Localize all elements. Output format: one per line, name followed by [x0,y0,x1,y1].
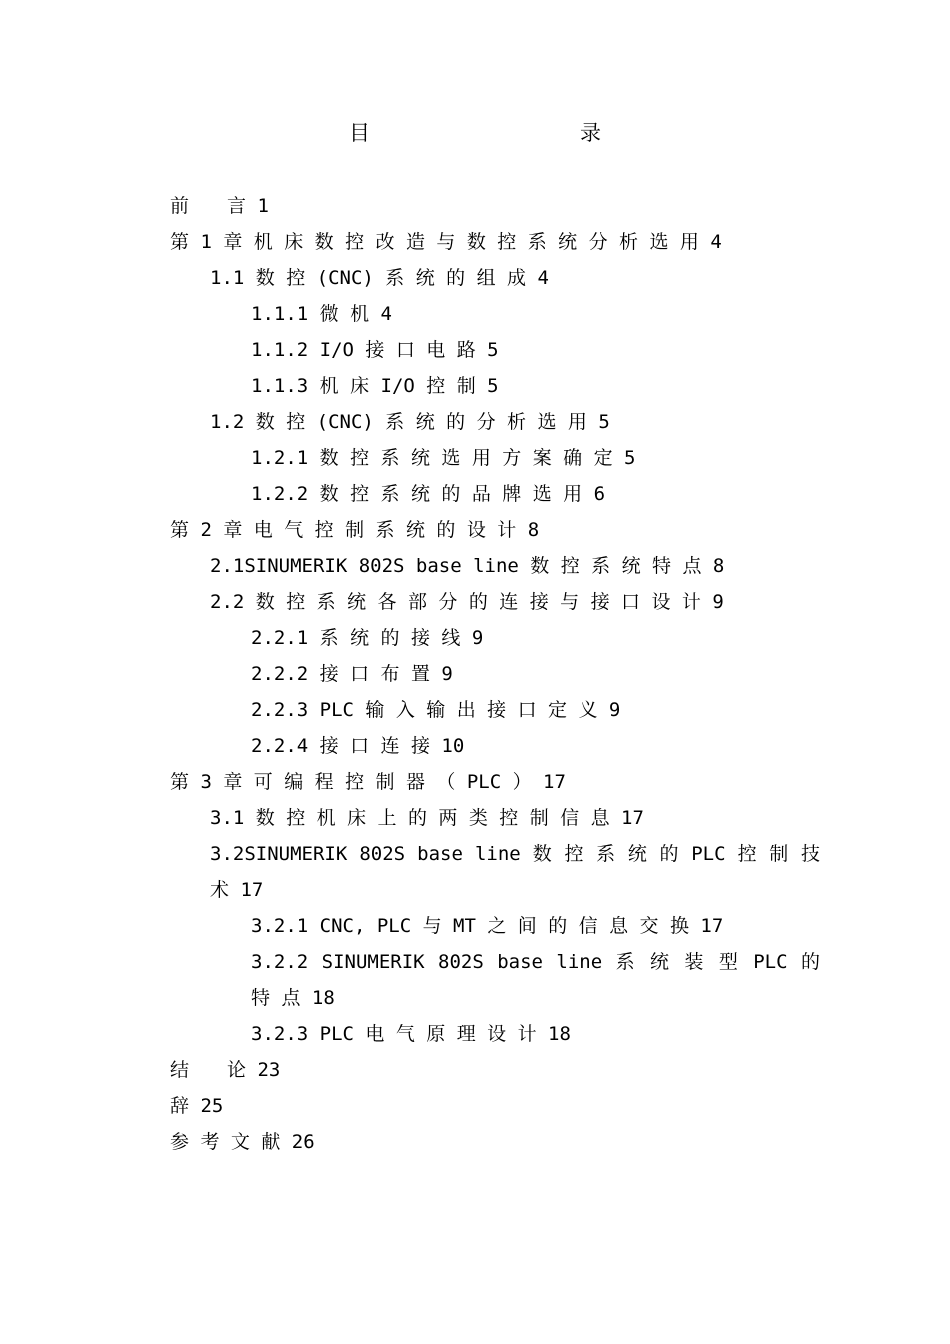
toc-entry: 1.2 数 控 (CNC) 系 统 的 分 析 选 用 5 [210,411,610,433]
toc-entry: 2.2.4 接 口 连 接 10 [251,735,465,757]
toc-entry: 2.2.2 接 口 布 置 9 [251,663,453,685]
toc-entry: 3.1 数 控 机 床 上 的 两 类 控 制 信 息 17 [210,807,644,829]
toc-entry: 1.1.1 微 机 4 [251,303,392,325]
toc-entry: 3.2.3 PLC 电 气 原 理 设 计 18 [251,1023,571,1045]
toc-entry: 1.1.3 机 床 I/O 控 制 5 [251,375,499,397]
table-of-contents [170,188,832,1160]
toc-entry: 2.1SINUMERIK 802S base line 数 控 系 统 特 点 8 [210,555,725,577]
toc-title: 目 录 [349,121,657,145]
toc-entry: 2.2 数 控 系 统 各 部 分 的 连 接 与 接 口 设 计 9 [210,591,724,613]
toc-entry: 3.2.1 CNC, PLC 与 MT 之 间 的 信 息 交 换 17 [251,915,724,937]
toc-entry: 第 1 章 机 床 数 控 改 造 与 数 控 系 统 分 析 选 用 4 [170,231,722,253]
toc-entry: 第 2 章 电 气 控 制 系 统 的 设 计 8 [170,519,540,541]
toc-entry: 2.2.1 系 统 的 接 线 9 [251,627,484,649]
toc-entry: 1.2.2 数 控 系 统 的 品 牌 选 用 6 [251,483,606,505]
toc-entry: 1.2.1 数 控 系 统 选 用 方 案 确 定 5 [251,447,636,469]
toc-entry: 3.2SINUMERIK 802S base line 数 控 系 统 的 PLC 控 制 技 术 17 [210,843,832,901]
toc-entry: 第 3 章 可 编 程 控 制 器 （ PLC ） 17 [170,771,566,793]
toc-entry: 1.1 数 控 (CNC) 系 统 的 组 成 4 [210,267,549,289]
toc-entry: 1.1.2 I/O 接 口 电 路 5 [251,339,499,361]
toc-entry: 2.2.3 PLC 输 入 输 出 接 口 定 义 9 [251,699,621,721]
toc-entry: 前 言 1 [170,195,269,217]
toc-entry: 参 考 文 献 26 [170,1131,315,1153]
toc-entry: 结 论 23 [170,1059,281,1081]
toc-entry: 辞 25 [170,1095,224,1117]
toc-entry: 3.2.2 SINUMERIK 802S base line 系 统 装 型 PLC 的 特 点 18 [251,951,832,1009]
